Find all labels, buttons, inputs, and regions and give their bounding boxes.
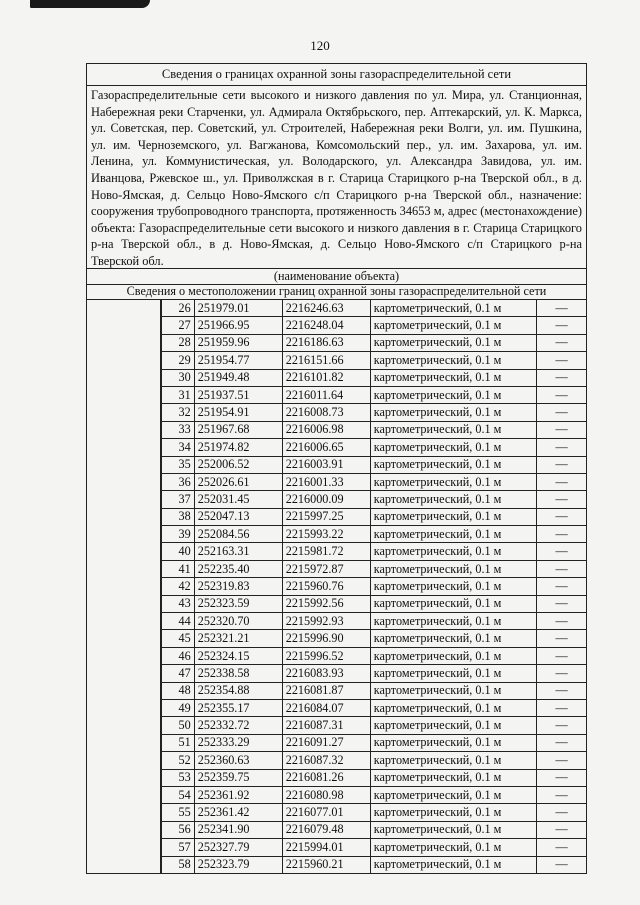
description-cell: — [537, 369, 586, 386]
table-row [161, 665, 586, 682]
coord-x: 251974.82 [194, 439, 282, 456]
coord-y: 2216081.87 [282, 682, 370, 699]
coord-x: 251979.01 [194, 300, 282, 317]
method-cell: картометрический, 0.1 м [370, 856, 536, 873]
description-cell: — [537, 717, 586, 734]
coord-x: 252355.17 [194, 699, 282, 716]
table-row [161, 734, 586, 751]
coord-x: 252324.15 [194, 647, 282, 664]
description-cell: — [537, 734, 586, 751]
coord-y: 2215994.01 [282, 839, 370, 856]
method-cell: картометрический, 0.1 м [370, 473, 536, 490]
point-number: 57 [161, 839, 194, 856]
coord-x: 251954.91 [194, 404, 282, 421]
coord-x: 252361.42 [194, 804, 282, 821]
description-cell: — [537, 699, 586, 716]
description-cell: — [537, 856, 586, 873]
table-row [161, 699, 586, 716]
table-row [161, 352, 586, 369]
table-title: Сведения о границах охранной зоны газораспределительной сети [87, 64, 586, 86]
point-number: 51 [161, 734, 194, 751]
description-cell: — [537, 317, 586, 334]
method-cell: картометрический, 0.1 м [370, 456, 536, 473]
coord-x: 252319.83 [194, 578, 282, 595]
point-number: 52 [161, 752, 194, 769]
description-cell: — [537, 526, 586, 543]
table-row [161, 786, 586, 803]
coord-y: 2215992.56 [282, 595, 370, 612]
coord-y: 2216151.66 [282, 352, 370, 369]
point-number: 56 [161, 821, 194, 838]
point-number: 41 [161, 560, 194, 577]
point-number: 26 [161, 300, 194, 317]
table-row [161, 856, 586, 873]
table-row [161, 508, 586, 525]
coord-x: 252361.92 [194, 786, 282, 803]
coord-y: 2216101.82 [282, 369, 370, 386]
description-cell: — [537, 508, 586, 525]
table-row [161, 317, 586, 334]
method-cell: картометрический, 0.1 м [370, 839, 536, 856]
description-cell: — [537, 543, 586, 560]
point-number: 45 [161, 630, 194, 647]
method-cell: картометрический, 0.1 м [370, 300, 536, 317]
method-cell: картометрический, 0.1 м [370, 752, 536, 769]
coord-y: 2216081.26 [282, 769, 370, 786]
coord-y: 2216091.27 [282, 734, 370, 751]
point-number: 35 [161, 456, 194, 473]
point-number: 55 [161, 804, 194, 821]
coord-x: 252084.56 [194, 526, 282, 543]
coordinates-block [87, 300, 586, 873]
point-number: 43 [161, 595, 194, 612]
coord-x: 252047.13 [194, 508, 282, 525]
description-cell: — [537, 630, 586, 647]
coord-x: 252026.61 [194, 473, 282, 490]
coord-y: 2216006.65 [282, 439, 370, 456]
coord-y: 2216006.98 [282, 421, 370, 438]
coord-x: 252321.21 [194, 630, 282, 647]
coord-y: 2215960.21 [282, 856, 370, 873]
description-cell: — [537, 682, 586, 699]
method-cell: картометрический, 0.1 м [370, 421, 536, 438]
coord-x: 252359.75 [194, 769, 282, 786]
coord-x: 251959.96 [194, 334, 282, 351]
coord-x: 252320.70 [194, 613, 282, 630]
table-row [161, 821, 586, 838]
method-cell: картометрический, 0.1 м [370, 786, 536, 803]
description-cell: — [537, 839, 586, 856]
table-row [161, 769, 586, 786]
method-cell: картометрический, 0.1 м [370, 386, 536, 403]
description-cell: — [537, 665, 586, 682]
point-number: 39 [161, 526, 194, 543]
description-cell: — [537, 300, 586, 317]
coord-y: 2216003.91 [282, 456, 370, 473]
description-cell: — [537, 404, 586, 421]
coord-y: 2215996.90 [282, 630, 370, 647]
description-cell: — [537, 613, 586, 630]
point-number: 32 [161, 404, 194, 421]
point-number: 36 [161, 473, 194, 490]
point-number: 47 [161, 665, 194, 682]
table-row [161, 717, 586, 734]
coord-y: 2215960.76 [282, 578, 370, 595]
table-row [161, 804, 586, 821]
coord-y: 2216248.04 [282, 317, 370, 334]
table-row [161, 682, 586, 699]
table-row [161, 752, 586, 769]
coord-x: 252031.45 [194, 491, 282, 508]
description-cell: — [537, 821, 586, 838]
table-row [161, 300, 586, 317]
description-cell: — [537, 334, 586, 351]
coord-y: 2216080.98 [282, 786, 370, 803]
description-cell: — [537, 560, 586, 577]
point-number: 54 [161, 786, 194, 803]
zone-info-table [86, 63, 587, 874]
point-number: 37 [161, 491, 194, 508]
coord-x: 251954.77 [194, 352, 282, 369]
method-cell: картометрический, 0.1 м [370, 560, 536, 577]
point-number: 33 [161, 421, 194, 438]
method-cell: картометрический, 0.1 м [370, 734, 536, 751]
coord-y: 2216000.09 [282, 491, 370, 508]
description-cell: — [537, 456, 586, 473]
method-cell: картометрический, 0.1 м [370, 630, 536, 647]
method-cell: картометрический, 0.1 м [370, 352, 536, 369]
method-cell: картометрический, 0.1 м [370, 334, 536, 351]
description-cell: — [537, 786, 586, 803]
method-cell: картометрический, 0.1 м [370, 821, 536, 838]
coord-x: 252327.79 [194, 839, 282, 856]
description-cell: — [537, 421, 586, 438]
coord-y: 2215993.22 [282, 526, 370, 543]
description-cell: — [537, 769, 586, 786]
coord-x: 252333.29 [194, 734, 282, 751]
coord-y: 2216083.93 [282, 665, 370, 682]
point-number: 49 [161, 699, 194, 716]
table-row [161, 613, 586, 630]
coord-y: 2216246.63 [282, 300, 370, 317]
coord-x: 251949.48 [194, 369, 282, 386]
description-cell: — [537, 386, 586, 403]
page-number: 120 [310, 38, 330, 53]
point-number: 50 [161, 717, 194, 734]
table-row [161, 369, 586, 386]
description-cell: — [537, 439, 586, 456]
section-title: Сведения о местоположении границ охранной зоны газораспределительной сети [87, 285, 586, 300]
table-row [161, 526, 586, 543]
coord-x: 252235.40 [194, 560, 282, 577]
point-number: 28 [161, 334, 194, 351]
method-cell: картометрический, 0.1 м [370, 369, 536, 386]
description-cell: — [537, 352, 586, 369]
coord-x: 252354.88 [194, 682, 282, 699]
point-number: 58 [161, 856, 194, 873]
coord-y: 2216011.64 [282, 386, 370, 403]
description-cell: — [537, 595, 586, 612]
method-cell: картометрический, 0.1 м [370, 526, 536, 543]
method-cell: картометрический, 0.1 м [370, 613, 536, 630]
method-cell: картометрический, 0.1 м [370, 439, 536, 456]
coord-x: 252338.58 [194, 665, 282, 682]
coord-y: 2216087.32 [282, 752, 370, 769]
method-cell: картометрический, 0.1 м [370, 543, 536, 560]
point-number: 48 [161, 682, 194, 699]
point-number: 31 [161, 386, 194, 403]
coord-y: 2215981.72 [282, 543, 370, 560]
point-number: 38 [161, 508, 194, 525]
method-cell: картометрический, 0.1 м [370, 491, 536, 508]
table-row [161, 421, 586, 438]
point-number: 46 [161, 647, 194, 664]
point-number: 30 [161, 369, 194, 386]
description-cell: — [537, 804, 586, 821]
method-cell: картометрический, 0.1 м [370, 647, 536, 664]
blank-column [87, 300, 161, 873]
table-row [161, 578, 586, 595]
method-cell: картометрический, 0.1 м [370, 508, 536, 525]
method-cell: картометрический, 0.1 м [370, 595, 536, 612]
table-row [161, 404, 586, 421]
method-cell: картометрический, 0.1 м [370, 769, 536, 786]
description-cell: — [537, 578, 586, 595]
coord-x: 251967.68 [194, 421, 282, 438]
method-cell: картометрический, 0.1 м [370, 804, 536, 821]
coordinates-body [161, 300, 586, 873]
coord-y: 2216001.33 [282, 473, 370, 490]
description-cell: — [537, 491, 586, 508]
method-cell: картометрический, 0.1 м [370, 578, 536, 595]
description-cell: — [537, 752, 586, 769]
table-row [161, 595, 586, 612]
coord-y: 2215992.93 [282, 613, 370, 630]
table-row [161, 439, 586, 456]
method-cell: картометрический, 0.1 м [370, 682, 536, 699]
point-number: 40 [161, 543, 194, 560]
table-row [161, 647, 586, 664]
coord-x: 251966.95 [194, 317, 282, 334]
point-number: 42 [161, 578, 194, 595]
table-row [161, 456, 586, 473]
method-cell: картометрический, 0.1 м [370, 717, 536, 734]
point-number: 34 [161, 439, 194, 456]
table-row [161, 560, 586, 577]
table-row [161, 491, 586, 508]
coord-y: 2216008.73 [282, 404, 370, 421]
description-cell: — [537, 473, 586, 490]
coord-y: 2215972.87 [282, 560, 370, 577]
table-row [161, 839, 586, 856]
coord-x: 251937.51 [194, 386, 282, 403]
description-cell: — [537, 647, 586, 664]
coord-x: 252323.59 [194, 595, 282, 612]
coord-y: 2215996.52 [282, 647, 370, 664]
table-row [161, 543, 586, 560]
method-cell: картометрический, 0.1 м [370, 699, 536, 716]
object-caption: (наименование объекта) [87, 269, 586, 285]
coord-x: 252341.90 [194, 821, 282, 838]
coordinates-table [161, 300, 586, 873]
coord-y: 2216079.48 [282, 821, 370, 838]
method-cell: картометрический, 0.1 м [370, 317, 536, 334]
coord-y: 2216084.07 [282, 699, 370, 716]
table-row [161, 630, 586, 647]
coord-x: 252323.79 [194, 856, 282, 873]
point-number: 53 [161, 769, 194, 786]
method-cell: картометрический, 0.1 м [370, 404, 536, 421]
point-number: 27 [161, 317, 194, 334]
coord-x: 252006.52 [194, 456, 282, 473]
table-row [161, 386, 586, 403]
scan-artifact [30, 0, 150, 8]
coord-x: 252163.31 [194, 543, 282, 560]
coord-x: 252360.63 [194, 752, 282, 769]
object-description: Газораспределительные сети высокого и низкого давления по ул. Мира, ул. Станционная, Набережная реки Старченки, ул. Адмирала Октябрьского, пер. Аптекарский, ул. К. Маркса, ул. Советская, пер. Советский, ул. Строителей, Набережная реки Волги, ул. им. Пушкина, ул. им. Черноземского, ул. Вагжанова, Комсомольский пер., ул. им. Захарова, ул. им. Ленина, ул. Коммунистическая, ул. Володарского, ул. Александра Завидова, ул. им. Иванцова, Ржевское ш., ул. Приволжская в г. Старица Старицкого р-на Тверской обл., в д. Ново-Ямская, д. Сельцо Ново-Ямского с/п Старицкого р-на Тверской обл., назначение: сооружения трубопроводного транспорта, протяженность 34653 м, адрес (местонахождение) объекта: Газораспределительные сети высокого и низкого давления в г. Старица Старицкого р-на Тверской обл., в д. Ново-Ямская, д. Сельцо Ново-Ямского с/п Старицкого р-на Тверской обл. [87, 86, 586, 269]
point-number: 44 [161, 613, 194, 630]
coord-y: 2215997.25 [282, 508, 370, 525]
table-row [161, 334, 586, 351]
coord-x: 252332.72 [194, 717, 282, 734]
method-cell: картометрический, 0.1 м [370, 665, 536, 682]
coord-y: 2216077.01 [282, 804, 370, 821]
point-number: 29 [161, 352, 194, 369]
coord-y: 2216087.31 [282, 717, 370, 734]
coord-y: 2216186.63 [282, 334, 370, 351]
table-row [161, 473, 586, 490]
